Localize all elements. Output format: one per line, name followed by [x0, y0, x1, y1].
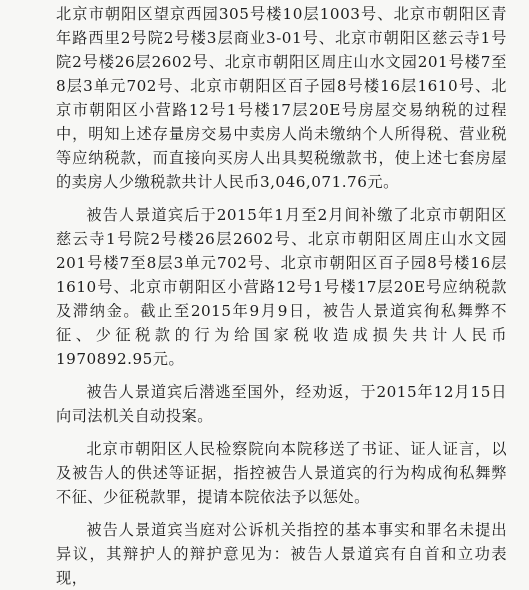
paragraph-property-list: 北京市朝阳区望京西园305号楼10层1003号、北京市朝阳区青年路西里2号院2号楼3层商业3-01号、北京市朝阳区慈云寺1号院2号楼26层2602号、北京市朝阳区周庄山水文园201号楼7至8层3单元702号、北京市朝阳区百子园8号楼16层1610号、北京市朝阳区小营路12号1号楼17层20E号房屋交易纳税的过程中，明知上述存量房交易中卖房人尚未缴纳个人所得税、营业税等应纳税款，而直接向买房人出具契税缴款书，使上述七套房屋的卖房人少缴税款共计人民币3,046,071.76元。: [56, 5, 507, 191]
paragraph-defense: 被告人景道宾当庭对公诉机关指控的基本事实和罪名未提出异议，其辩护人的辩护意见为：被告人景道宾有自首和立功表现，: [56, 521, 507, 587]
paragraph-prosecution: 北京市朝阳区人民检察院向本院移送了书证、证人证言，以及被告人的供述等证据，指控被告人景道宾的行为构成徇私舞弊不征、少征税款罪，提请本院依法予以惩处。: [56, 440, 507, 506]
paragraph-surrender: 被告人景道宾后潜逃至国外，经劝返，于2015年12月15日向司法机关自动投案。: [56, 383, 507, 425]
paragraph-back-taxes: 被告人景道宾后于2015年1月至2月间补缴了北京市朝阳区慈云寺1号院2号楼26层2602号、北京市朝阳区周庄山水文园201号楼7至8层3单元702号、北京市朝阳区百子园8号楼16层1610号、北京市朝阳区小营路12号1号楼17层20E号应纳税款及滞纳金。截止至2015年9月9日，被告人景道宾徇私舞弊不征、少征税款的行为给国家税收造成损失共计人民币1970892.95元。: [56, 206, 507, 368]
